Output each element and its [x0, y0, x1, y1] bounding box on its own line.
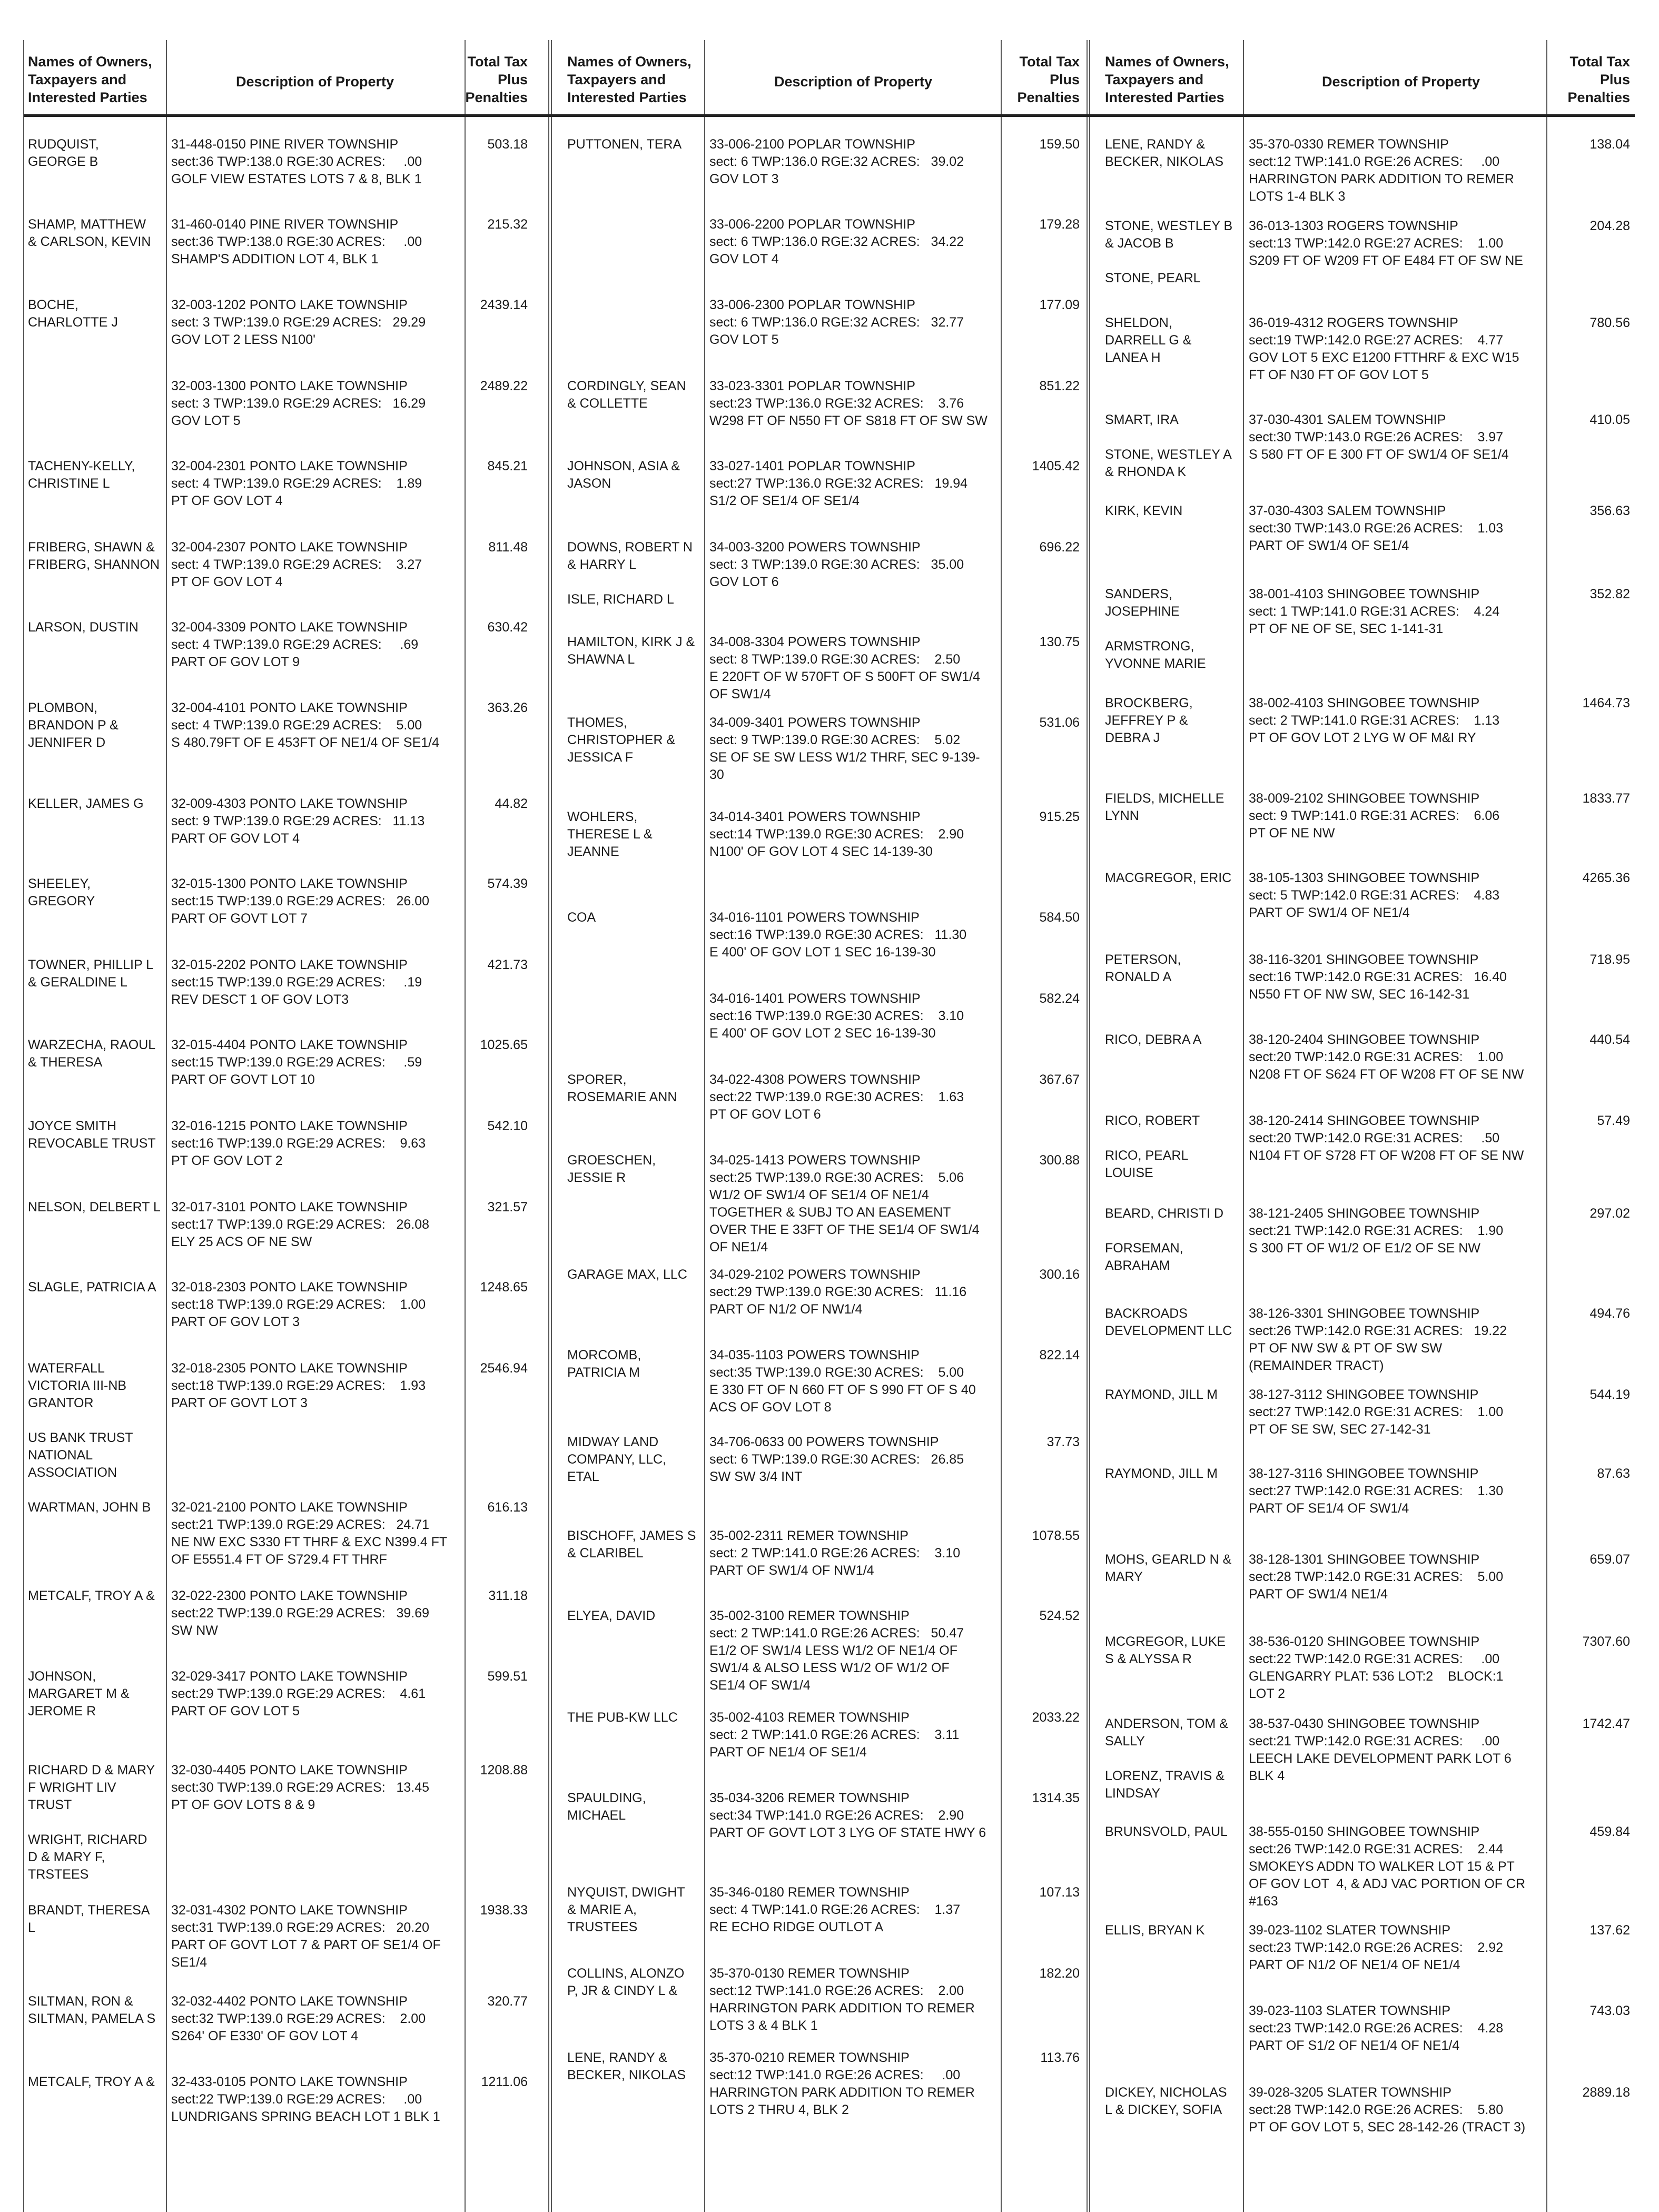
owner-name: RAYMOND, JILL M — [1105, 1387, 1218, 1402]
property-description: 34-022-4308 POWERS TOWNSHIP sect:22 TWP:139.0 RGE:30 ACRES: 1.63 PT OF GOV LOT 6 — [709, 1072, 964, 1122]
header-total-tax-plus-penalties: Total Tax Plus Penalties — [1017, 54, 1080, 105]
owner-name: KELLER, JAMES G — [28, 796, 144, 811]
property-description: 32-016-1215 PONTO LAKE TOWNSHIP sect:16 TWP:139.0 RGE:29 ACRES: 9.63 PT OF GOV LOT 2 — [171, 1119, 426, 1168]
property-description: 35-002-3100 REMER TOWNSHIP sect: 2 TWP:141.0 RGE:26 ACRES: 50.47 E1/2 OF SW1/4 LESS W1/2 OF NE1/4 OF SW1/4 & ALSO LESS W1/2 OF W1/2 OF SE1/4 OF SW1/4 — [709, 1608, 964, 1693]
owner-name: GARAGE MAX, LLC — [567, 1267, 687, 1282]
property-description: 35-370-0210 REMER TOWNSHIP sect:12 TWP:141.0 RGE:26 ACRES: .00 HARRINGTON PARK ADDITION TO REMER LOTS 2 THRU 4, BLK 2 — [709, 2050, 975, 2117]
owner-name: SHELDON, DARRELL G & LANEA H — [1105, 315, 1192, 365]
owner-name: MORCOMB, PATRICIA M — [567, 1348, 641, 1380]
property-description: 39-023-1103 SLATER TOWNSHIP sect:23 TWP:142.0 RGE:26 ACRES: 4.28 PART OF S1/2 OF NE1/4 OF NE1/4 — [1249, 2003, 1504, 2053]
tax-amount: 718.95 — [1589, 952, 1630, 967]
tax-amount: 696.22 — [1039, 540, 1080, 555]
property-description: 34-029-2102 POWERS TOWNSHIP sect:29 TWP:139.0 RGE:30 ACRES: 11.16 PART OF N1/2 OF NW1/4 — [709, 1267, 967, 1317]
tax-amount: 159.50 — [1039, 137, 1080, 152]
owner-name: DICKEY, NICHOLAS L & DICKEY, SOFIA — [1105, 2085, 1227, 2117]
owner-name: MOHS, GEARLD N & MARY — [1105, 1552, 1232, 1584]
property-description: 36-013-1303 ROGERS TOWNSHIP sect:13 TWP:142.0 RGE:27 ACRES: 1.00 S209 FT OF W209 FT OF E484 FT OF SW NE — [1249, 219, 1523, 268]
owner-name: THOMES, CHRISTOPHER & JESSICA F — [567, 715, 676, 765]
property-description: 32-003-1202 PONTO LAKE TOWNSHIP sect: 3 TWP:139.0 RGE:29 ACRES: 29.29 GOV LOT 2 LESS N100' — [171, 298, 426, 347]
property-description: 33-006-2300 POPLAR TOWNSHIP sect: 6 TWP:136.0 RGE:32 ACRES: 32.77 GOV LOT 5 — [709, 298, 964, 347]
owner-name: FRIBERG, SHAWN & FRIBERG, SHANNON — [28, 540, 160, 572]
tax-amount: 1938.33 — [480, 1903, 528, 1918]
tax-amount: 57.49 — [1597, 1113, 1630, 1128]
tax-amount: 2033.22 — [1032, 1710, 1080, 1725]
tax-amount: 4265.36 — [1582, 871, 1630, 885]
property-description: 38-555-0150 SHINGOBEE TOWNSHIP sect:26 TWP:142.0 RGE:31 ACRES: 2.44 SMOKEYS ADDN TO WALKER LOT 15 & PT OF GOV LOT 4, & ADJ VAC PORTION OF CR #163 — [1249, 1824, 1526, 1909]
tax-amount: 494.76 — [1589, 1306, 1630, 1321]
header-names-of-owners: Names of Owners, Taxpayers and Interested Parties — [1105, 54, 1229, 105]
property-description: 37-030-4303 SALEM TOWNSHIP sect:30 TWP:143.0 RGE:26 ACRES: 1.03 PART OF SW1/4 OF SE1/4 — [1249, 503, 1504, 553]
owner-name: SLAGLE, PATRICIA A — [28, 1280, 156, 1295]
property-description: 32-004-2301 PONTO LAKE TOWNSHIP sect: 4 TWP:139.0 RGE:29 ACRES: 1.89 PT OF GOV LOT 4 — [171, 459, 422, 508]
owner-name: DOWNS, ROBERT N & HARRY L ISLE, RICHARD L — [567, 540, 693, 607]
property-description: 38-537-0430 SHINGOBEE TOWNSHIP sect:21 TWP:142.0 RGE:31 ACRES: .00 LEECH LAKE DEVELOPMENT PARK LOT 6 BLK 4 — [1249, 1716, 1512, 1783]
header-description-of-property: Description of Property — [1321, 74, 1480, 90]
property-description: 35-034-3206 REMER TOWNSHIP sect:34 TWP:141.0 RGE:26 ACRES: 2.90 PART OF GOVT LOT 3 LYG OF STATE HWY 6 — [709, 1791, 986, 1840]
tax-amount: 440.54 — [1589, 1032, 1630, 1047]
property-description: 32-017-3101 PONTO LAKE TOWNSHIP sect:17 TWP:139.0 RGE:29 ACRES: 26.08 ELY 25 ACS OF NE SW — [171, 1200, 430, 1249]
tax-amount: 1025.65 — [480, 1038, 528, 1052]
owner-name: BOCHE, CHARLOTTE J — [28, 298, 118, 330]
owner-name: BACKROADS DEVELOPMENT LLC — [1105, 1306, 1232, 1338]
property-description: 32-004-2307 PONTO LAKE TOWNSHIP sect: 4 TWP:139.0 RGE:29 ACRES: 3.27 PT OF GOV LOT 4 — [171, 540, 422, 589]
tax-amount: 584.50 — [1039, 910, 1080, 925]
tax-amount: 851.22 — [1039, 379, 1080, 393]
tax-amount: 138.04 — [1589, 137, 1630, 152]
tax-amount: 2439.14 — [480, 298, 528, 312]
owner-name: MIDWAY LAND COMPANY, LLC, ETAL — [567, 1435, 667, 1484]
property-description: 32-032-4402 PONTO LAKE TOWNSHIP sect:32 TWP:139.0 RGE:29 ACRES: 2.00 S264' OF E330' OF GOV LOT 4 — [171, 1994, 426, 2043]
owner-name: SANDERS, JOSEPHINE ARMSTRONG, YVONNE MARIE — [1105, 587, 1206, 671]
tax-amount: 410.05 — [1589, 412, 1630, 427]
tax-amount: 780.56 — [1589, 315, 1630, 330]
tax-amount: 1078.55 — [1032, 1528, 1080, 1543]
owner-name: LENE, RANDY & BECKER, NIKOLAS — [1105, 137, 1224, 169]
tax-amount: 87.63 — [1597, 1466, 1630, 1481]
owner-name: WARZECHA, RAOUL & THERESA — [28, 1038, 156, 1070]
owner-name: BEARD, CHRISTI D FORSEMAN, ABRAHAM — [1105, 1206, 1224, 1273]
property-description: 38-116-3201 SHINGOBEE TOWNSHIP sect:16 TWP:142.0 RGE:31 ACRES: 16.40 N550 FT OF NW SW, SEC 16-142-31 — [1249, 952, 1507, 1002]
tax-amount: 1314.35 — [1032, 1791, 1080, 1805]
tax-amount: 524.52 — [1039, 1608, 1080, 1623]
header-rule — [24, 114, 1635, 117]
header-description-of-property: Description of Property — [774, 74, 933, 90]
owner-name: SHEELEY, GREGORY — [28, 876, 95, 908]
property-description: 35-002-2311 REMER TOWNSHIP sect: 2 TWP:141.0 RGE:26 ACRES: 3.10 PART OF SW1/4 OF NW1/4 — [709, 1528, 961, 1578]
tax-amount: 363.26 — [487, 700, 528, 715]
owner-name: STONE, WESTLEY B & JACOB B STONE, PEARL — [1105, 219, 1233, 285]
tax-amount: 311.18 — [488, 1588, 528, 1603]
tax-amount: 182.20 — [1039, 1966, 1080, 1981]
owner-name: LARSON, DUSTIN — [28, 620, 139, 635]
owner-name: KIRK, KEVIN — [1105, 503, 1183, 518]
tax-amount: 845.21 — [487, 459, 528, 473]
owner-name: METCALF, TROY A & — [28, 2075, 155, 2089]
tax-amount: 630.42 — [487, 620, 528, 635]
property-description: 39-028-3205 SLATER TOWNSHIP sect:28 TWP:142.0 RGE:26 ACRES: 5.80 PT OF GOV LOT 5, SEC 28-142-26 (TRACT 3) — [1249, 2085, 1526, 2135]
owner-name: PETERSON, RONALD A — [1105, 952, 1181, 984]
owner-name: SPAULDING, MICHAEL — [567, 1791, 646, 1823]
tax-amount: 1464.73 — [1582, 696, 1630, 710]
property-description: 34-014-3401 POWERS TOWNSHIP sect:14 TWP:139.0 RGE:30 ACRES: 2.90 N100' OF GOV LOT 4 SEC 14-139-30 — [709, 809, 964, 859]
property-description: 35-346-0180 REMER TOWNSHIP sect: 4 TWP:141.0 RGE:26 ACRES: 1.37 RE ECHO RIDGE OUTLOT A — [709, 1885, 961, 1934]
owner-name: ANDERSON, TOM & SALLY LORENZ, TRAVIS & LINDSAY — [1105, 1716, 1228, 1801]
owner-name: SHAMP, MATTHEW & CARLSON, KEVIN — [28, 217, 151, 249]
property-description: 32-031-4302 PONTO LAKE TOWNSHIP sect:31 TWP:139.0 RGE:29 ACRES: 20.20 PART OF GOVT LOT 7 & PART OF SE1/4 OF SE1/4 — [171, 1903, 441, 1970]
property-description: 38-127-3116 SHINGOBEE TOWNSHIP sect:27 TWP:142.0 RGE:31 ACRES: 1.30 PART OF SE1/4 OF SW1/4 — [1249, 1466, 1504, 1516]
owner-name: WATERFALL VICTORIA III-NB GRANTOR US BANK TRUST NATIONAL ASSOCIATION — [28, 1361, 133, 1480]
owner-name: COA — [567, 910, 596, 925]
owner-name: JOHNSON, ASIA & JASON — [567, 459, 680, 491]
owner-name: ELLIS, BRYAN K — [1105, 1923, 1205, 1938]
tax-amount: 204.28 — [1589, 219, 1630, 233]
header-names-of-owners: Names of Owners, Taxpayers and Interested Parties — [567, 54, 692, 105]
property-description: 34-016-1401 POWERS TOWNSHIP sect:16 TWP:139.0 RGE:30 ACRES: 3.10 E 400' OF GOV LOT 2 SEC 16-139-30 — [709, 991, 964, 1041]
property-description: 33-023-3301 POPLAR TOWNSHIP sect:23 TWP:136.0 RGE:32 ACRES: 3.76 W298 FT OF N550 FT OF S818 FT OF SW SW — [709, 379, 987, 428]
owner-name: BRANDT, THERESA L — [28, 1903, 150, 1935]
owner-name: WOHLERS, THERESE L & JEANNE — [567, 809, 653, 859]
tax-amount: 130.75 — [1039, 635, 1080, 649]
property-description: 35-002-4103 REMER TOWNSHIP sect: 2 TWP:141.0 RGE:26 ACRES: 3.11 PART OF NE1/4 OF SE1/4 — [709, 1710, 960, 1760]
property-description: 35-370-0330 REMER TOWNSHIP sect:12 TWP:141.0 RGE:26 ACRES: .00 HARRINGTON PARK ADDITION TO REMER LOTS 1-4 BLK 3 — [1249, 137, 1514, 204]
tax-amount: 113.76 — [1040, 2050, 1080, 2065]
tax-amount: 367.67 — [1039, 1072, 1080, 1087]
owner-name: BRUNSVOLD, PAUL — [1105, 1824, 1228, 1839]
tax-amount: 544.19 — [1589, 1387, 1630, 1402]
owner-name: PUTTONEN, TERA — [567, 137, 682, 152]
property-description: 34-009-3401 POWERS TOWNSHIP sect: 9 TWP:139.0 RGE:30 ACRES: 5.02 SE OF SE SW LESS W1/2 THRF, SEC 9-139- 30 — [709, 715, 980, 782]
property-description: 38-001-4103 SHINGOBEE TOWNSHIP sect: 1 TWP:141.0 RGE:31 ACRES: 4.24 PT OF NE OF SE, SEC 1-141-31 — [1249, 587, 1500, 636]
tax-amount: 811.48 — [488, 540, 528, 555]
property-description: 33-027-1401 POPLAR TOWNSHIP sect:27 TWP:136.0 RGE:32 ACRES: 19.94 S1/2 OF SE1/4 OF SE1/4 — [709, 459, 968, 508]
property-description: 32-015-4404 PONTO LAKE TOWNSHIP sect:15 TWP:139.0 RGE:29 ACRES: .59 PART OF GOVT LOT 10 — [171, 1038, 422, 1087]
owner-name: LENE, RANDY & BECKER, NIKOLAS — [567, 2050, 686, 2082]
property-description: 32-018-2305 PONTO LAKE TOWNSHIP sect:18 TWP:139.0 RGE:29 ACRES: 1.93 PART OF GOVT LOT 3 — [171, 1361, 426, 1410]
tax-amount: 137.62 — [1589, 1923, 1630, 1938]
divider-3-a — [1243, 40, 1244, 2212]
property-description: 33-006-2100 POPLAR TOWNSHIP sect: 6 TWP:136.0 RGE:32 ACRES: 39.02 GOV LOT 3 — [709, 137, 964, 186]
owner-name: SILTMAN, RON & SILTMAN, PAMELA S — [28, 1994, 156, 2026]
property-description: 39-023-1102 SLATER TOWNSHIP sect:23 TWP:142.0 RGE:26 ACRES: 2.92 PART OF N1/2 OF NE1/4 OF NE1/4 — [1249, 1923, 1504, 1972]
tax-amount: 37.73 — [1046, 1435, 1080, 1449]
property-description: 38-126-3301 SHINGOBEE TOWNSHIP sect:26 TWP:142.0 RGE:31 ACRES: 19.22 PT OF NW SW & PT OF SW SW (REMAINDER TRACT) — [1249, 1306, 1507, 1373]
property-description: 38-002-4103 SHINGOBEE TOWNSHIP sect: 2 TWP:141.0 RGE:31 ACRES: 1.13 PT OF GOV LOT 2 LYG W OF M&I RY — [1249, 696, 1500, 745]
tax-amount: 44.82 — [495, 796, 528, 811]
owner-name: GROESCHEN, JESSIE R — [567, 1153, 656, 1185]
tax-amount: 356.63 — [1589, 503, 1630, 518]
owner-name: JOHNSON, MARGARET M & JEROME R — [28, 1669, 130, 1719]
owner-name: RICO, DEBRA A — [1105, 1032, 1202, 1047]
property-description: 32-030-4405 PONTO LAKE TOWNSHIP sect:30 TWP:139.0 RGE:29 ACRES: 13.45 PT OF GOV LOTS 8 & 9 — [171, 1763, 430, 1812]
owner-name: PLOMBON, BRANDON P & JENNIFER D — [28, 700, 118, 750]
tax-amount: 7307.60 — [1582, 1634, 1630, 1649]
property-description: 38-128-1301 SHINGOBEE TOWNSHIP sect:28 TWP:142.0 RGE:31 ACRES: 5.00 PART OF SW1/4 NE1/4 — [1249, 1552, 1504, 1602]
owner-name: MACGREGOR, ERIC — [1105, 871, 1232, 885]
owner-name: NYQUIST, DWIGHT & MARIE A, TRUSTEES — [567, 1885, 685, 1934]
owner-name: WARTMAN, JOHN B — [28, 1500, 151, 1515]
group-separator-1 — [548, 40, 552, 2212]
owner-name: RICHARD D & MARY F WRIGHT LIV TRUST WRIGHT, RICHARD D & MARY F, TRSTEES — [28, 1763, 155, 1882]
tax-amount: 2489.22 — [480, 379, 528, 393]
property-description: 34-706-0633 00 POWERS TOWNSHIP sect: 6 TWP:139.0 RGE:30 ACRES: 26.85 SW SW 3/4 INT — [709, 1435, 964, 1484]
header-description-of-property: Description of Property — [235, 74, 394, 90]
tax-amount: 616.13 — [487, 1500, 528, 1515]
group-separator-2 — [1087, 40, 1090, 2212]
tax-amount: 1248.65 — [480, 1280, 528, 1295]
owner-name: SPORER, ROSEMARIE ANN — [567, 1072, 677, 1104]
owner-name: MCGREGOR, LUKE S & ALYSSA R — [1105, 1634, 1226, 1666]
property-description: 32-015-1300 PONTO LAKE TOWNSHIP sect:15 TWP:139.0 RGE:29 ACRES: 26.00 PART OF GOVT LOT 7 — [171, 876, 430, 926]
owner-name: TOWNER, PHILLIP L & GERALDINE L — [28, 957, 154, 990]
tax-amount: 822.14 — [1039, 1348, 1080, 1362]
property-description: 38-536-0120 SHINGOBEE TOWNSHIP sect:22 TWP:142.0 RGE:31 ACRES: .00 GLENGARRY PLAT: 536 LOT:2 BLOCK:1 LOT 2 — [1249, 1634, 1504, 1701]
tax-amount: 574.39 — [487, 876, 528, 891]
header-total-tax-plus-penalties: Total Tax Plus Penalties — [465, 54, 528, 105]
property-description: 38-009-2102 SHINGOBEE TOWNSHIP sect: 9 TWP:141.0 RGE:31 ACRES: 6.06 PT OF NE NW — [1249, 791, 1500, 841]
tax-amount: 177.09 — [1039, 298, 1080, 312]
tax-amount: 320.77 — [487, 1994, 528, 2009]
owner-name: ELYEA, DAVID — [567, 1608, 656, 1623]
header-names-of-owners: Names of Owners, Taxpayers and Interested Parties — [28, 54, 152, 105]
property-description: 32-029-3417 PONTO LAKE TOWNSHIP sect:29 TWP:139.0 RGE:29 ACRES: 4.61 PART OF GOV LOT 5 — [171, 1669, 426, 1719]
property-description: 38-121-2405 SHINGOBEE TOWNSHIP sect:21 TWP:142.0 RGE:31 ACRES: 1.90 S 300 FT OF W1/2 OF E1/2 OF SE NW — [1249, 1206, 1504, 1256]
divider-1-a — [166, 40, 167, 2212]
property-description: 32-003-1300 PONTO LAKE TOWNSHIP sect: 3 TWP:139.0 RGE:29 ACRES: 16.29 GOV LOT 5 — [171, 379, 426, 428]
property-description: 38-120-2404 SHINGOBEE TOWNSHIP sect:20 TWP:142.0 RGE:31 ACRES: 1.00 N208 FT OF S624 FT OF W208 FT OF SE NW — [1249, 1032, 1524, 1082]
owner-name: TACHENY-KELLY, CHRISTINE L — [28, 459, 135, 491]
property-description: 32-021-2100 PONTO LAKE TOWNSHIP sect:21 TWP:139.0 RGE:29 ACRES: 24.71 NE NW EXC S330 FT THRF & EXC N399.4 FT OF E5551.4 FT OF S729.4 FT THRF — [171, 1500, 448, 1567]
property-description: 35-370-0130 REMER TOWNSHIP sect:12 TWP:141.0 RGE:26 ACRES: 2.00 HARRINGTON PARK ADDITION TO REMER LOTS 3 & 4 BLK 1 — [709, 1966, 975, 2033]
owner-name: CORDINGLY, SEAN & COLLETTE — [567, 379, 686, 411]
tax-amount: 300.88 — [1039, 1153, 1080, 1168]
divider-2-a — [704, 40, 705, 2212]
owner-name: BROCKBERG, JEFFREY P & DEBRA J — [1105, 696, 1193, 745]
property-description: 33-006-2200 POPLAR TOWNSHIP sect: 6 TWP:136.0 RGE:32 ACRES: 34.22 GOV LOT 4 — [709, 217, 964, 266]
owner-name: FIELDS, MICHELLE LYNN — [1105, 791, 1224, 823]
property-description: 32-015-2202 PONTO LAKE TOWNSHIP sect:15 TWP:139.0 RGE:29 ACRES: .19 REV DESCT 1 OF GOV LOT3 — [171, 957, 422, 1007]
tax-amount: 582.24 — [1039, 991, 1080, 1006]
tax-amount: 321.57 — [487, 1200, 528, 1214]
tax-amount: 503.18 — [487, 137, 528, 152]
owner-name: HAMILTON, KIRK J & SHAWNA L — [567, 635, 695, 667]
tax-amount: 2889.18 — [1582, 2085, 1630, 2100]
tax-amount: 297.02 — [1589, 1206, 1630, 1221]
owner-name: RICO, ROBERT RICO, PEARL LOUISE — [1105, 1113, 1200, 1180]
property-description: 32-004-3309 PONTO LAKE TOWNSHIP sect: 4 TWP:139.0 RGE:29 ACRES: .69 PART OF GOV LOT 9 — [171, 620, 419, 669]
tax-amount: 743.03 — [1589, 2003, 1630, 2018]
tax-amount: 1742.47 — [1582, 1716, 1630, 1731]
property-description: 34-035-1103 POWERS TOWNSHIP sect:35 TWP:139.0 RGE:30 ACRES: 5.00 E 330 FT OF N 660 FT OF S 990 FT OF S 40 ACS OF GOV LOT 8 — [709, 1348, 976, 1415]
tax-amount: 215.32 — [487, 217, 528, 232]
tax-amount: 2546.94 — [480, 1361, 528, 1376]
tax-amount: 459.84 — [1589, 1824, 1630, 1839]
owner-name: BISCHOFF, JAMES S & CLARIBEL — [567, 1528, 696, 1561]
owner-name: JOYCE SMITH REVOCABLE TRUST — [28, 1119, 156, 1151]
property-description: 32-433-0105 PONTO LAKE TOWNSHIP sect:22 TWP:139.0 RGE:29 ACRES: .00 LUNDRIGANS SPRING BEACH LOT 1 BLK 1 — [171, 2075, 440, 2124]
tax-amount: 531.06 — [1039, 715, 1080, 730]
property-description: 34-003-3200 POWERS TOWNSHIP sect: 3 TWP:139.0 RGE:30 ACRES: 35.00 GOV LOT 6 — [709, 540, 964, 589]
tax-amount: 1211.06 — [481, 2075, 528, 2089]
tax-amount: 1405.42 — [1032, 459, 1080, 473]
divider-3-b — [1546, 40, 1547, 2212]
tax-amount: 542.10 — [487, 1119, 528, 1133]
property-description: 32-009-4303 PONTO LAKE TOWNSHIP sect: 9 TWP:139.0 RGE:29 ACRES: 11.13 PART OF GOV LOT 4 — [171, 796, 425, 846]
tax-amount: 300.16 — [1039, 1267, 1080, 1282]
property-description: 32-004-4101 PONTO LAKE TOWNSHIP sect: 4 TWP:139.0 RGE:29 ACRES: 5.00 S 480.79FT OF E 453FT OF NE1/4 OF SE1/4 — [171, 700, 440, 750]
tax-amount: 352.82 — [1589, 587, 1630, 601]
owner-name: NELSON, DELBERT L — [28, 1200, 161, 1214]
property-description: 32-022-2300 PONTO LAKE TOWNSHIP sect:22 TWP:139.0 RGE:29 ACRES: 39.69 SW NW — [171, 1588, 430, 1638]
tax-amount: 179.28 — [1039, 217, 1080, 232]
owner-name: SMART, IRA STONE, WESTLEY A & RHONDA K — [1105, 412, 1232, 479]
property-description: 36-019-4312 ROGERS TOWNSHIP sect:19 TWP:142.0 RGE:27 ACRES: 4.77 GOV LOT 5 EXC E1200 FTTHRF & EXC W15 FT OF N30 FT OF GOV LOT 5 — [1249, 315, 1519, 382]
property-description: 31-460-0140 PINE RIVER TOWNSHIP sect:36 TWP:138.0 RGE:30 ACRES: .00 SHAMP'S ADDITION LOT 4, BLK 1 — [171, 217, 422, 266]
tax-amount: 915.25 — [1039, 809, 1080, 824]
owner-name: METCALF, TROY A & — [28, 1588, 155, 1603]
property-description: 38-105-1303 SHINGOBEE TOWNSHIP sect: 5 TWP:142.0 RGE:31 ACRES: 4.83 PART OF SW1/4 OF NE1/4 — [1249, 871, 1500, 920]
tax-amount: 1833.77 — [1582, 791, 1630, 806]
tax-amount: 1208.88 — [480, 1763, 528, 1777]
property-description: 37-030-4301 SALEM TOWNSHIP sect:30 TWP:143.0 RGE:26 ACRES: 3.97 S 580 FT OF E 300 FT OF SW1/4 OF SE1/4 — [1249, 412, 1509, 462]
header-total-tax-plus-penalties: Total Tax Plus Penalties — [1567, 54, 1630, 105]
left-border — [23, 40, 24, 2212]
property-description: 38-127-3112 SHINGOBEE TOWNSHIP sect:27 TWP:142.0 RGE:31 ACRES: 1.00 PT OF SE SW, SEC 27-142-31 — [1249, 1387, 1504, 1437]
property-description: 32-018-2303 PONTO LAKE TOWNSHIP sect:18 TWP:139.0 RGE:29 ACRES: 1.00 PART OF GOV LOT 3 — [171, 1280, 426, 1329]
owner-name: THE PUB-KW LLC — [567, 1710, 678, 1725]
property-description: 34-025-1413 POWERS TOWNSHIP sect:25 TWP:139.0 RGE:30 ACRES: 5.06 W1/2 OF SW1/4 OF SE1/4 OF NE1/4 TOGETHER & SUBJ TO AN EASEMENT OVER THE E 33FT OF THE SE1/4 OF SW1/4 OF NE1/4 — [709, 1153, 980, 1255]
owner-name: RAYMOND, JILL M — [1105, 1466, 1218, 1481]
property-description: 31-448-0150 PINE RIVER TOWNSHIP sect:36 TWP:138.0 RGE:30 ACRES: .00 GOLF VIEW ESTATES LOTS 7 & 8, BLK 1 — [171, 137, 422, 186]
property-description: 34-008-3304 POWERS TOWNSHIP sect: 8 TWP:139.0 RGE:30 ACRES: 2.50 E 220FT OF W 570FT OF S 500FT OF SW1/4 OF SW1/4 — [709, 635, 981, 702]
owner-name: COLLINS, ALONZO P, JR & CINDY L & — [567, 1966, 685, 1998]
tax-amount: 599.51 — [487, 1669, 528, 1684]
property-description: 38-120-2414 SHINGOBEE TOWNSHIP sect:20 TWP:142.0 RGE:31 ACRES: .50 N104 FT OF S728 FT OF W208 FT OF SE NW — [1249, 1113, 1524, 1163]
tax-amount: 659.07 — [1589, 1552, 1630, 1567]
owner-name: RUDQUIST, GEORGE B — [28, 137, 99, 169]
tax-amount: 107.13 — [1039, 1885, 1080, 1900]
tax-amount: 421.73 — [487, 957, 528, 972]
property-description: 34-016-1101 POWERS TOWNSHIP sect:16 TWP:139.0 RGE:30 ACRES: 11.30 E 400' OF GOV LOT 1 SEC 16-139-30 — [709, 910, 967, 960]
